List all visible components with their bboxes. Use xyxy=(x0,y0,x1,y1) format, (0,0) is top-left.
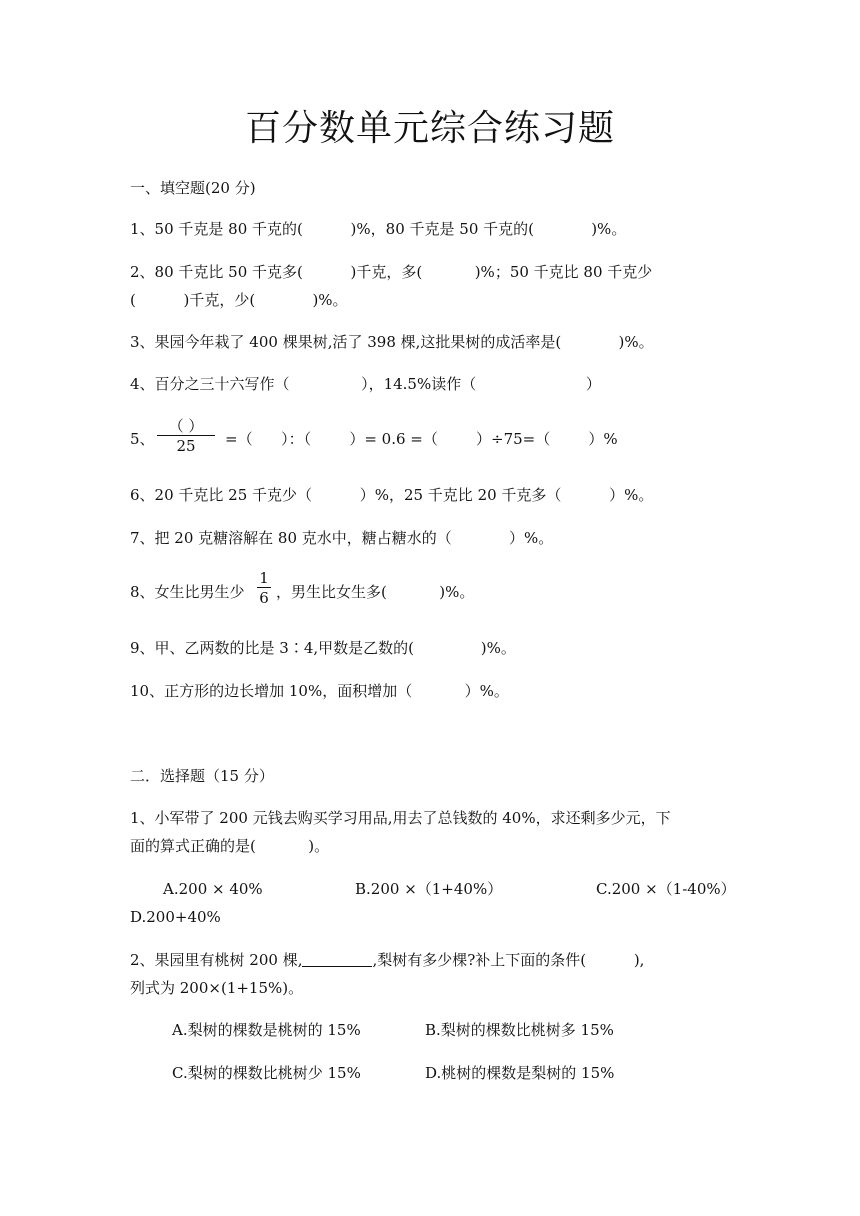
question-2-2-option-d: D.桃树的棵数是梨树的 15% xyxy=(425,1064,615,1082)
question-2-2-line-1 xyxy=(130,950,644,970)
question-2-1-option-c: C.200 ×（1-40%） xyxy=(596,880,736,898)
question-1-8-fraction xyxy=(257,569,271,608)
answer-blank xyxy=(302,951,372,967)
question-2-1-option-a: A.200 × 40% xyxy=(163,880,263,898)
question-1-5-fraction xyxy=(157,417,215,456)
question-1-5-rest: =（ ）：（ ）= 0.6 =（ ）÷75=（ ）% xyxy=(225,430,618,448)
question-1-8-prefix: 8、女生比男生少 xyxy=(130,583,245,601)
section-2-heading: 二．选择题（15 分） xyxy=(130,767,274,785)
fraction-numerator: （ ） xyxy=(168,417,204,435)
question-2-2-prefix: 2、果园里有桃树 200 棵, xyxy=(130,951,303,969)
question-2-1-line-1: 1、小军带了 200 元钱去购买学习用品,用去了总钱数的 40%，求还剩多少元，下 xyxy=(130,809,671,827)
fraction-numerator: 1 xyxy=(259,569,269,587)
question-1-2-line-2: ( )千克，少( )%。 xyxy=(130,291,348,309)
question-1-9: 9、甲、乙两数的比是 3∶4,甲数是乙数的( )%。 xyxy=(130,639,516,657)
question-1-10: 10、正方形的边长增加 10%，面积增加（ ）%。 xyxy=(130,682,509,700)
question-2-1-option-d: D.200+40% xyxy=(130,908,221,926)
question-1-2-line-1: 2、80 千克比 50 千克多( )千克，多( )%；50 千克比 80 千克少 xyxy=(130,263,653,281)
question-2-2-suffix: ,梨树有多少棵?补上下面的条件( ), xyxy=(372,951,645,969)
question-2-2-option-c: C.梨树的棵数比桃树少 15% xyxy=(172,1064,361,1082)
fraction-denominator: 25 xyxy=(176,437,196,455)
question-1-6: 6、20 千克比 25 千克少（ ）%，25 千克比 20 千克多（ ）%。 xyxy=(130,486,654,504)
question-1-4: 4、百分之三十六写作（ ），14.5%读作（ ） xyxy=(130,375,601,393)
question-2-2-option-b: B.梨树的棵数比桃树多 15% xyxy=(425,1021,614,1039)
question-1-8-rest: ，男生比女生多( )%。 xyxy=(276,583,475,601)
question-2-1-line-2: 面的算式正确的是( )。 xyxy=(130,837,330,855)
section-1-heading: 一、填空题(20 分) xyxy=(130,179,256,197)
question-1-5-prefix: 5、 xyxy=(130,430,155,448)
question-1-1: 1、50 千克是 80 千克的( )%，80 千克是 50 千克的( )%。 xyxy=(130,220,627,238)
question-2-1-option-b: B.200 ×（1+40%） xyxy=(355,880,503,898)
question-1-3: 3、果园今年栽了 400 棵果树,活了 398 棵,这批果树的成活率是( )%。 xyxy=(130,333,654,351)
question-1-7: 7、把 20 克糖溶解在 80 克水中，糖占糖水的（ ）%。 xyxy=(130,529,554,547)
question-2-2-line-2: 列式为 200×(1+15%)。 xyxy=(130,979,304,997)
question-2-2-option-a: A.梨树的棵数是桃树的 15% xyxy=(172,1021,361,1039)
fraction-denominator: 6 xyxy=(259,589,269,607)
page-title: 百分数单元综合练习题 xyxy=(244,108,615,149)
